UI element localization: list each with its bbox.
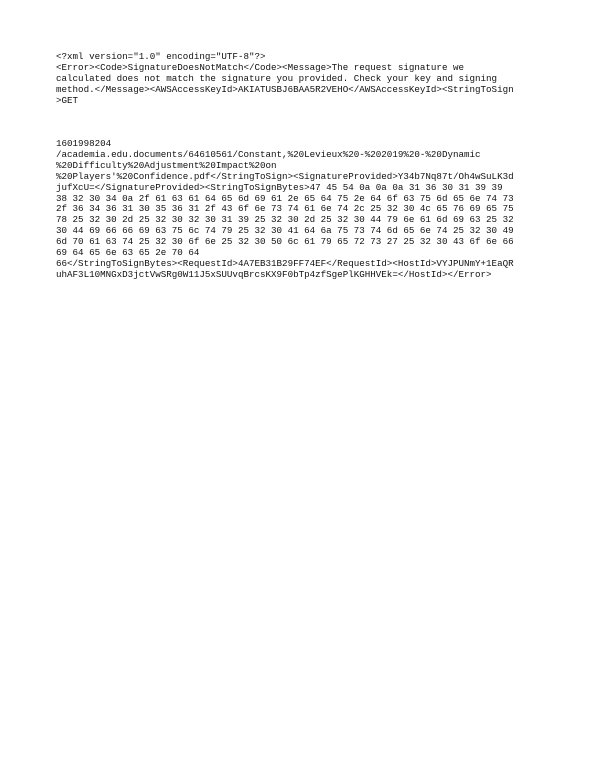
text-line: %20Players'%20Confidence.pdf</StringToSign><SignatureProvided>Y34b7Nq87t/Oh4wSuLK3d [56, 170, 514, 182]
text-line: >GET [56, 94, 79, 106]
text-line: calculated does not match the signature you provided. Check your key and signing [56, 72, 498, 84]
text-line: 78 25 32 30 2d 25 32 30 32 30 31 39 25 32 30 2d 25 32 30 44 79 6e 61 6d 69 63 25 32 [56, 214, 514, 226]
text-line: %20Difficulty%20Adjustment%20Impact%20on [56, 159, 277, 171]
text-line: 1601998204 [56, 138, 112, 150]
text-line: 38 32 30 34 0a 2f 61 63 61 64 65 6d 69 61 2e 65 64 75 2e 64 6f 63 75 6d 65 6e 74 73 [56, 192, 514, 204]
text-line: method.</Message><AWSAccessKeyId>AKIATUSBJ6BAA5R2VEHO</AWSAccessKeyId><StringToSign [56, 83, 514, 95]
text-line: 6d 70 61 63 74 25 32 30 6f 6e 25 32 30 50 6c 61 79 65 72 73 27 25 32 30 43 6f 6e 66 [56, 236, 514, 248]
text-line: <?xml version="1.0" encoding="UTF-8"?> [56, 51, 266, 62]
text-line: 2f 36 34 36 31 30 35 36 31 2f 43 6f 6e 73 74 61 6e 74 2c 25 32 30 4c 65 76 69 65 75 [56, 203, 514, 215]
text-line: 30 44 69 66 66 69 63 75 6c 74 79 25 32 30 41 64 6a 75 73 74 6d 65 6e 74 25 32 30 49 [56, 225, 514, 237]
xml-error-text [56, 52, 556, 281]
text-line [56, 128, 556, 139]
text-line: 69 64 65 6e 63 65 2e 70 64 [56, 247, 200, 259]
text-line [56, 106, 556, 117]
text-line: uhAF3L10MNGxD3jctVwSRg0W11J5xSUUvqBrcsKX9F0bTp4zfSgePlKGHHVEk=</HostId></Error> [56, 268, 492, 280]
text-line: /academia.edu.documents/64610561/Constant,%20Levieux%20-%202019%20-%20Dynamic [56, 149, 481, 161]
text-line: 66</StringToSignBytes><RequestId>4A7EB31B29FF74EF</RequestId><HostId>VYJPUNmY+1EaQR [56, 257, 514, 269]
text-line: <Error><Code>SignatureDoesNotMatch</Code><Message>The request signature we [56, 61, 464, 73]
text-line [56, 117, 556, 128]
text-line: jufXcU=</SignatureProvided><StringToSignBytes>47 45 54 0a 0a 0a 31 36 30 31 39 39 [56, 181, 503, 193]
